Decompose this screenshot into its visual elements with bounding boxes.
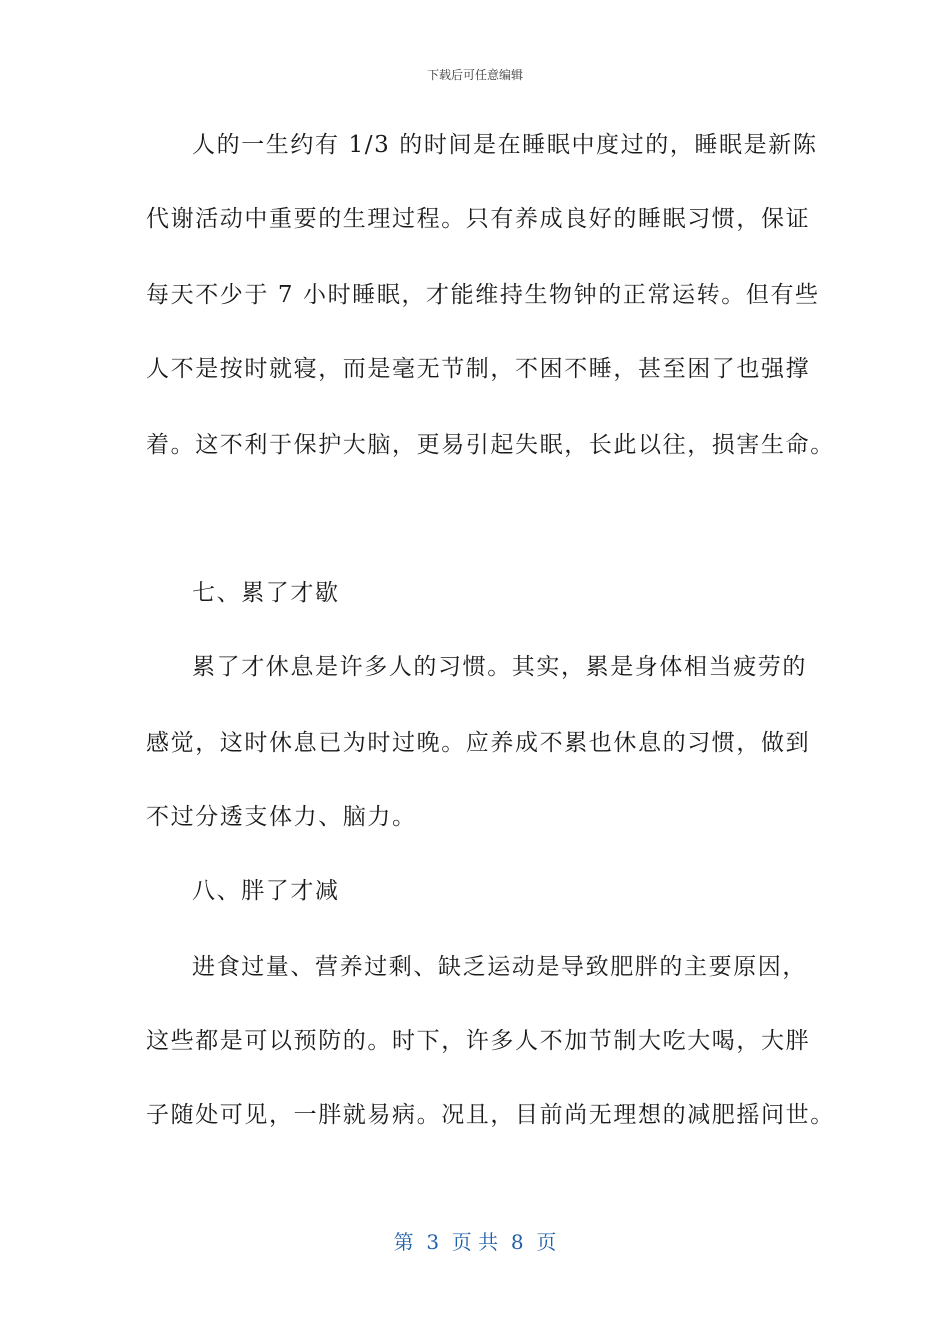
section-heading: 七、累了才歇 <box>192 580 340 606</box>
page-number-footer: 第 3 页 共 8 页 <box>393 1230 557 1254</box>
paragraph-line: 每天不少于 7 小时睡眠，才能维持生物钟的正常运转。但有些 <box>146 282 820 308</box>
paragraph-line: 人的一生约有 1/3 的时间是在睡眠中度过的，睡眠是新陈 <box>192 132 818 158</box>
paragraph-line: 人不是按时就寝，而是毫无节制，不困不睡，甚至困了也强撑 <box>146 356 811 382</box>
paragraph-line: 着。这不利于保护大脑，更易引起失眠，长此以往，损害生命。 <box>146 432 835 458</box>
paragraph-line: 进食过量、营养过剩、缺乏运动是导致肥胖的主要原因， <box>192 954 807 980</box>
paragraph-line: 累了才休息是许多人的习惯。其实，累是身体相当疲劳的 <box>192 654 807 680</box>
paragraph-line: 这些都是可以预防的。时下，许多人不加节制大吃大喝，大胖 <box>146 1028 811 1054</box>
paragraph-line: 代谢活动中重要的生理过程。只有养成良好的睡眠习惯，保证 <box>146 206 811 232</box>
paragraph-line: 子随处可见，一胖就易病。况且，目前尚无理想的减肥摇问世。 <box>146 1102 835 1128</box>
paragraph-line: 感觉，这时休息已为时过晚。应养成不累也休息的习惯，做到 <box>146 730 811 756</box>
section-heading: 八、胖了才减 <box>192 878 340 904</box>
paragraph-line: 不过分透支体力、脑力。 <box>146 804 417 830</box>
header-note: 下载后可任意编辑 <box>426 68 523 82</box>
